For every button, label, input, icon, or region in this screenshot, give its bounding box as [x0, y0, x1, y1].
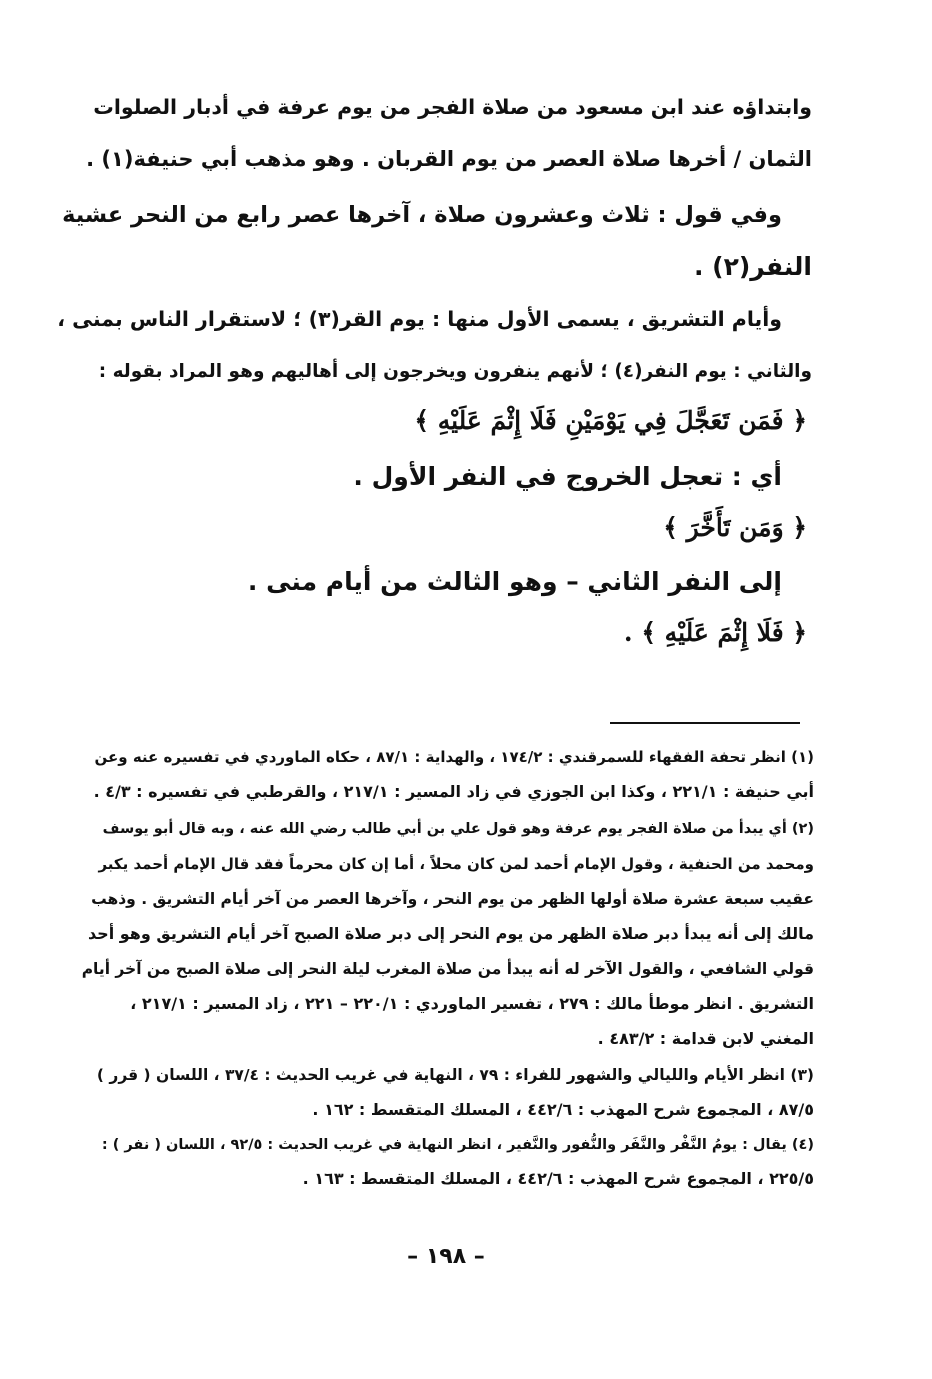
body-line-5: وأيام التشريق ، يسمى الأول منها : يوم القر(٣) ؛ لاستقرار الناس بمنى ،: [57, 307, 782, 331]
body-line-1: وابتداؤه عند ابن مسعود من صلاة الفجر من يوم عرفة في أدبار الصلوات: [93, 95, 812, 119]
footnote-2-line-1: (٢) أي يبدأ من صلاة الفجر يوم عرفة وهو قول علي بن أبي طالب رضي الله عنه ، وبه قال أبو يوسف: [102, 821, 814, 837]
body-line-8: إلى النفر الثاني – وهو الثالث من أيام منى .: [247, 567, 782, 596]
body-line-4: النفر(٢) .: [693, 252, 812, 281]
footnote-1-line-1: (١) انظر تحفة الفقهاء للسمرقندي : ١٧٤/٢ ، والهداية : ٨٧/١ ، حكاه الماوردي في تفسيره عنه وعن: [94, 748, 814, 766]
quran-verse-2: ﴿ وَمَن تَأَخَّرَ ﴾: [663, 513, 807, 542]
footnote-2-line-4: مالك إلى أنه يبدأ دبر صلاة الظهر من يوم النحر إلى دبر صلاة الصبح آخر أيام التشريق وهو أحد: [87, 924, 814, 943]
footnote-2-line-7: المغني لابن قدامة : ٤٨٣/٢ .: [597, 1029, 814, 1048]
footnote-3-line-2: ٨٧/٥ ، المجموع شرح المهذب : ٤٤٢/٦ ، المسلك المتقسط : ١٦٢ .: [312, 1100, 814, 1119]
body-line-3: وفي قول : ثلاث وعشرون صلاة ، آخرها عصر رابع من النحر عشية: [62, 202, 782, 228]
footnote-2-line-3: عقيب سبعة عشرة صلاة أولها الظهر من يوم النحر ، وآخرها العصر من آخر أيام التشريق . وذهب: [91, 890, 814, 908]
footnote-3-line-1: (٣) انظر الأيام والليالي والشهور للفراء : ٧٩ ، النهاية في غريب الحديث : ٣٧/٤ ، اللسان ( قرر ): [96, 1066, 814, 1084]
quran-verse-1: ﴿ فَمَن تَعَجَّلَ فِي يَوْمَيْنِ فَلَا إِثْمَ عَلَيْهِ ﴾: [414, 406, 807, 435]
page-number: – ١٩٨ –: [407, 1244, 485, 1269]
footnote-2-line-5: قولي الشافعي ، والقول الآخر له أنه يبدأ من صلاة المغرب ليلة النحر إلى صلاة الصبح من آخر أيام: [81, 960, 814, 978]
footnote-4-line-2: ٢٢٥/٥ ، المجموع شرح المهذب : ٤٤٢/٦ ، المسلك المتقسط : ١٦٣ .: [302, 1169, 814, 1188]
body-line-6: والثاني : يوم النفر(٤) ؛ لأنهم ينفرون ويخرجون إلى أهاليهم وهو المراد بقوله :: [98, 361, 812, 382]
body-line-7: أي : تعجل الخروج في النفر الأول .: [353, 462, 782, 491]
body-line-2: الثمان / أخرها صلاة العصر من يوم القربان . وهو مذهب أبي حنيفة(١) .: [86, 147, 812, 171]
quran-verse-3: ﴿ فَلَا إِثْمَ عَلَيْهِ ﴾ .: [623, 618, 807, 647]
footnote-2-line-6: التشريق . انظر موطأ مالك : ٢٧٩ ، تفسير الماوردي : ٢٢٠/١ – ٢٢١ ، زاد المسير : ٢١٧/١ ،: [130, 994, 814, 1013]
footnote-4-line-1: (٤) يقال : يومُ النَّفْر والنَّفَر والنُّفور والنَّفير ، انظر النهاية في غريب الحديث : ٩٢/٥ ، اللسان ( نفر ) :: [101, 1137, 814, 1153]
footnote-separator: [610, 722, 800, 724]
footnote-2-line-2: ومحمد من الحنفية ، وقول الإمام أحمد لمن كان محلاً ، أما إن كان محرماً فقد قال الإمام أحمد يكبر: [98, 855, 814, 873]
footnote-1-line-2: أبي حنيفة : ٢٢١/١ ، وكذا ابن الجوزي في زاد المسير : ٢١٧/١ ، والقرطبي في تفسيره : ٤/٣ .: [93, 782, 814, 801]
